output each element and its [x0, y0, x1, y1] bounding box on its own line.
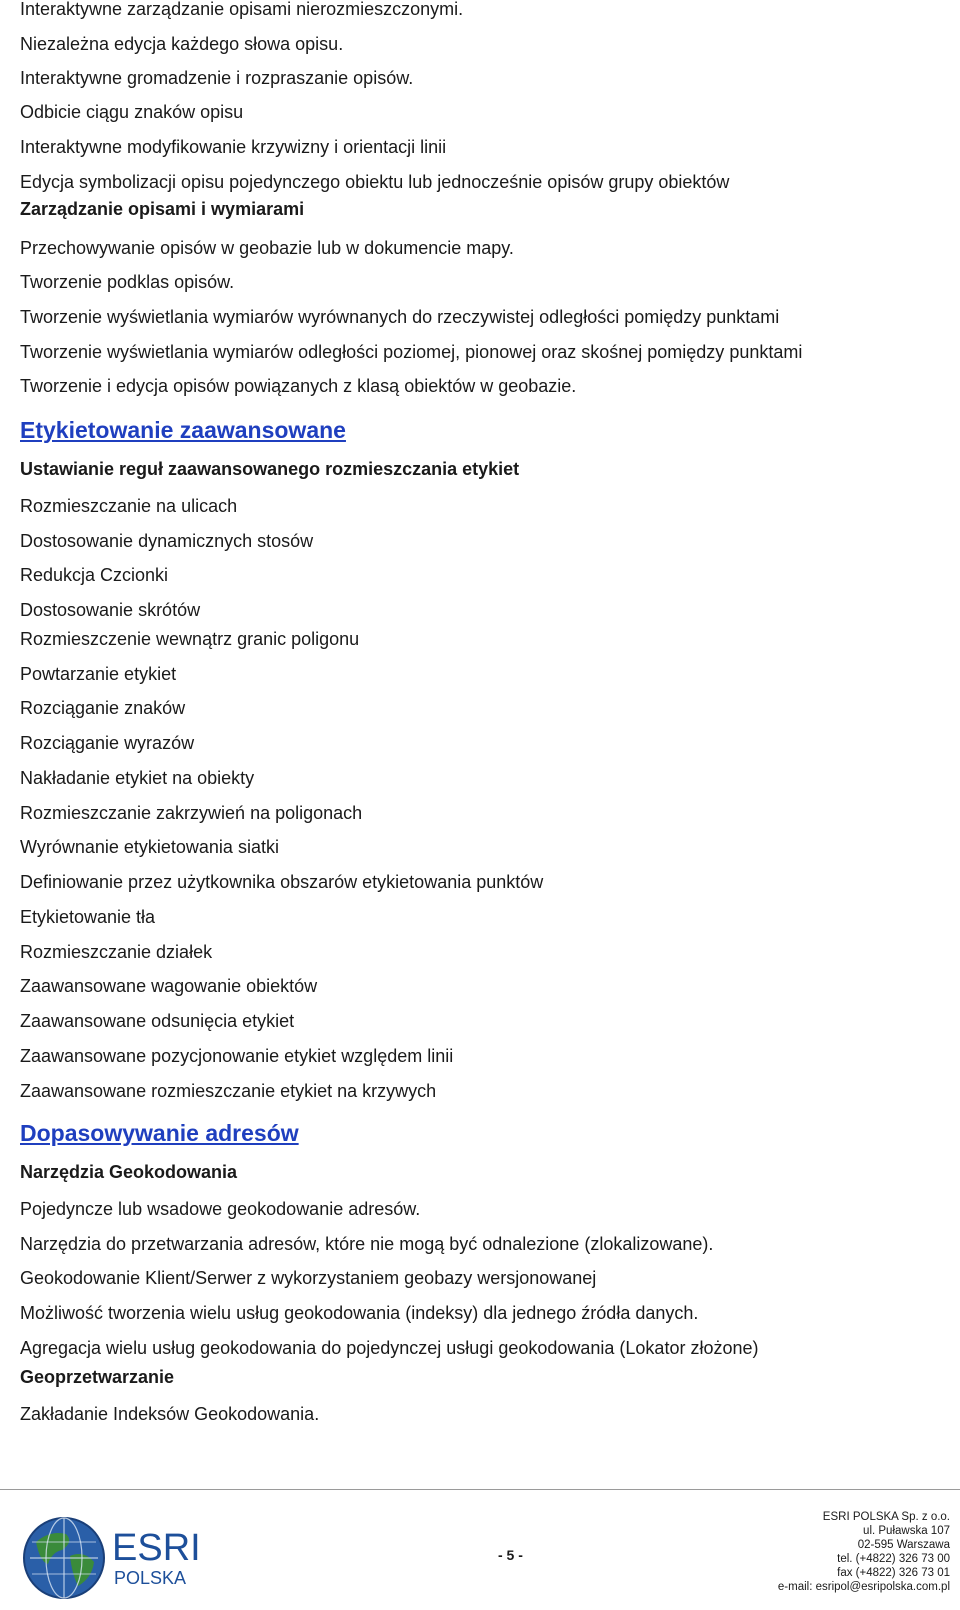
list-item: Zaawansowane odsunięcia etykiet	[20, 1011, 295, 1031]
list-item: Geokodowanie Klient/Serwer z wykorzystaniem geobazy wersjonowanej	[20, 1268, 597, 1288]
text-line: Interaktywne zarządzanie opisami nierozmieszczonymi.	[20, 0, 464, 19]
section-heading-geocoding[interactable]: Dopasowywanie adresów	[20, 1120, 299, 1146]
list-item: Rozmieszczanie na ulicach	[20, 496, 238, 516]
list-item: Rozmieszczanie działek	[20, 942, 213, 962]
company-email[interactable]: e-mail: esripol@esripolska.com.pl	[777, 1581, 950, 1593]
text-line: Odbicie ciągu znaków opisu	[20, 102, 244, 122]
list-item: Zaawansowane rozmieszczanie etykiet na krzywych	[20, 1081, 437, 1101]
list-item: Dostosowanie skrótów	[20, 600, 201, 620]
list-item: Możliwość tworzenia wielu usług geokodowania (indeksy) dla jednego źródła danych.	[20, 1303, 699, 1323]
list-item: Zaawansowane wagowanie obiektów	[20, 976, 318, 996]
list-item: Dostosowanie dynamicznych stosów	[20, 531, 314, 551]
list-item: Etykietowanie tła	[20, 907, 156, 927]
list-item: Zaawansowane pozycjonowanie etykiet względem linii	[20, 1046, 454, 1066]
logo-wordmark: ESRI	[112, 1527, 201, 1569]
text-line: Interaktywne modyfikowanie krzywizny i orientacji linii	[20, 137, 447, 157]
list-item: Definiowanie przez użytkownika obszarów etykietowania punktów	[20, 872, 544, 892]
list-item: Rozciąganie znaków	[20, 698, 186, 718]
company-name: ESRI POLSKA Sp. z o.o.	[822, 1511, 950, 1523]
list-item: Pojedyncze lub wsadowe geokodowanie adresów.	[20, 1199, 421, 1219]
list-item: Redukcja Czcionki	[20, 565, 169, 585]
list-item: Wyrównanie etykietowania siatki	[20, 837, 279, 857]
list-item: Narzędzia do przetwarzania adresów, które nie mogą być odnalezione (zlokalizowane).	[20, 1234, 714, 1254]
logo-subtext: POLSKA	[114, 1568, 187, 1588]
text-line: Przechowywanie opisów w geobazie lub w dokumencie mapy.	[20, 238, 514, 258]
section-subtitle: Geoprzetwarzanie	[20, 1367, 175, 1387]
text-line: Tworzenie wyświetlania wymiarów wyrównanych do rzeczywistej odległości pomiędzy punktami	[20, 307, 780, 327]
text-line: Edycja symbolizacji opisu pojedynczego obiektu lub jednocześnie opisów grupy obiektów	[20, 172, 730, 192]
page-number: - 5 -	[498, 1547, 523, 1563]
company-city: 02-595 Warszawa	[857, 1539, 950, 1551]
text-line: Tworzenie podklas opisów.	[20, 272, 235, 292]
company-fax: fax (+4822) 326 73 01	[837, 1567, 950, 1579]
list-item: Nakładanie etykiet na obiekty	[20, 768, 255, 788]
list-item: Rozmieszczanie zakrzywień na poligonach	[20, 803, 363, 823]
list-item: Rozciąganie wyrazów	[20, 733, 195, 753]
globe-icon	[24, 1518, 104, 1598]
text-line: Tworzenie i edycja opisów powiązanych z klasą obiektów w geobazie.	[20, 376, 577, 396]
text-line: Tworzenie wyświetlania wymiarów odległości poziomej, pionowej oraz skośnej pomiędzy punktami	[20, 342, 803, 362]
footer-divider	[0, 1489, 960, 1490]
list-item: Zakładanie Indeksów Geokodowania.	[20, 1404, 320, 1424]
list-item: Powtarzanie etykiet	[20, 664, 177, 684]
text-line: Niezależna edycja każdego słowa opisu.	[20, 34, 344, 54]
esri-polska-logo	[22, 1512, 202, 1604]
text-line: Interaktywne gromadzenie i rozpraszanie opisów.	[20, 68, 414, 88]
section-subtitle: Zarządzanie opisami i wymiarami	[20, 199, 305, 219]
list-item: Rozmieszczenie wewnątrz granic poligonu	[20, 629, 360, 649]
company-tel: tel. (+4822) 326 73 00	[837, 1553, 950, 1565]
list-item: Agregacja wielu usług geokodowania do pojedynczej usługi geokodowania (Lokator złożone)	[20, 1338, 759, 1358]
company-address	[778, 1510, 950, 1594]
company-street: ul. Puławska 107	[863, 1525, 950, 1537]
section-heading-labeling[interactable]: Etykietowanie zaawansowane	[20, 417, 346, 443]
section-subtitle: Narzędzia Geokodowania	[20, 1162, 238, 1182]
section-subtitle: Ustawianie reguł zaawansowanego rozmieszczania etykiet	[20, 459, 520, 479]
